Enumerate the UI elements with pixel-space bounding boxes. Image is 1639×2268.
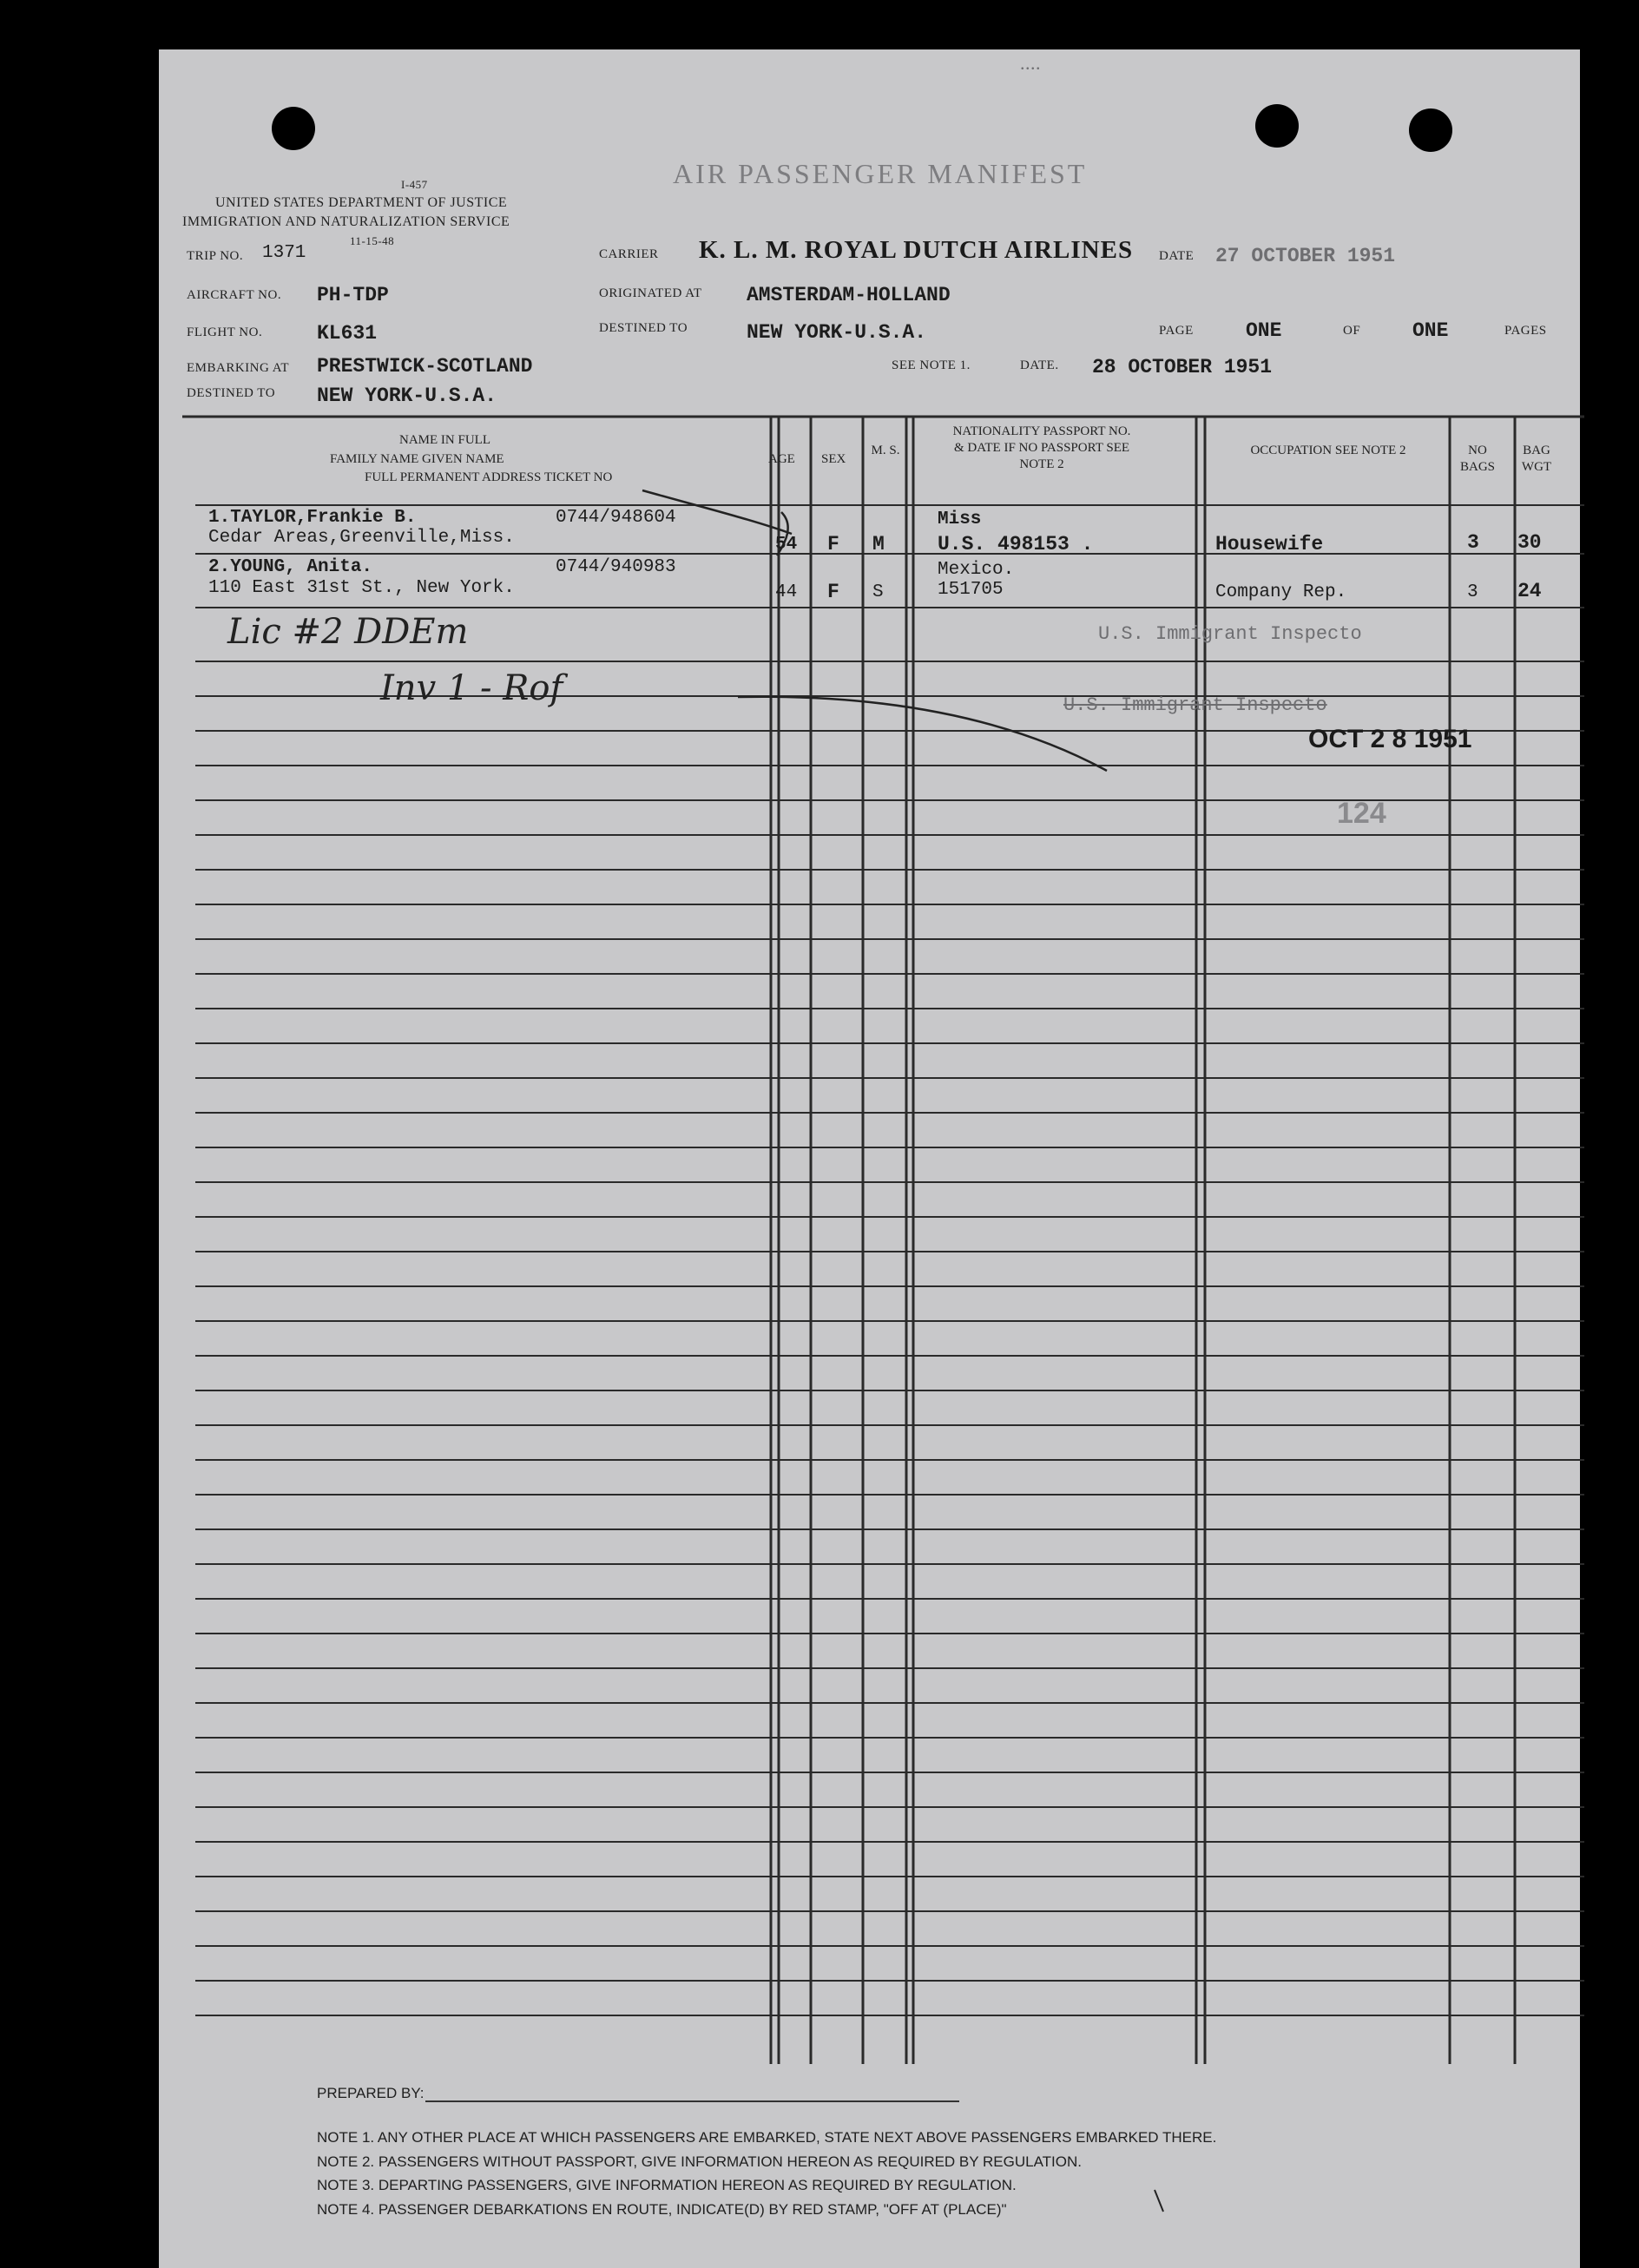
pen-stroke-3 [738,697,1107,771]
trip-label: TRIP NO. [187,249,244,263]
agency-line-2: IMMIGRATION AND NATURALIZATION SERVICE [182,214,510,229]
passenger-1-ms: M [872,533,885,555]
of-value: ONE [1412,319,1449,342]
page-value: ONE [1246,319,1282,342]
passenger-1-age: 54 [775,535,798,555]
embarking-value: PRESTWICK-SCOTLAND [317,355,533,378]
passenger-2-wgt: 24 [1517,580,1542,602]
originated-value: AMSTERDAM-HOLLAND [747,284,951,306]
of-label: OF [1343,324,1361,338]
trip-value: 1371 [262,243,306,263]
destined2-label: DESTINED TO [599,321,688,335]
col-ms: M. S. [871,444,900,457]
col-name-line1: NAME IN FULL [399,433,490,447]
note-2: NOTE 2. PASSENGERS WITHOUT PASSPORT, GIVE INFORMATION HEREON AS REQUIRED BY REGULATION. [317,2153,1083,2170]
passenger-2-ms: S [872,582,884,602]
manifest-title: AIR PASSENGER MANIFEST [673,158,1088,189]
date-label: DATE [1159,249,1195,263]
passenger-2-age: 44 [775,582,798,602]
col-name-line3: FULL PERMANENT ADDRESS TICKET NO [365,470,613,484]
agency-line-1: UNITED STATES DEPARTMENT OF JUSTICE [215,195,508,210]
passenger-2-bags: 3 [1467,582,1478,602]
passenger-2-occupation: Company Rep. [1215,582,1347,602]
passenger-1-wgt: 30 [1517,531,1542,554]
passenger-2-passport: 151705 [938,580,1004,600]
form-date-code: 11-15-48 [350,234,395,247]
col-age: AGE [768,452,795,466]
col-sex: SEX [821,452,846,466]
note-3: NOTE 3. DEPARTING PASSENGERS, GIVE INFORMATION HEREON AS REQUIRED BY REGULATION. [317,2177,1017,2193]
see-note-1: SEE NOTE 1. [892,358,971,372]
passenger-2-address: 110 East 31st St., New York. [208,578,515,598]
originated-label: ORIGINATED AT [599,286,702,300]
col-no-bags: NO BAGS [1460,444,1496,474]
aircraft-value: PH-TDP [317,284,389,306]
destined-value: NEW YORK-U.S.A. [317,385,497,407]
aircraft-label: AIRCRAFT NO. [187,288,282,302]
pen-stroke-4 [1155,2190,1163,2212]
flight-label: FLIGHT NO. [187,325,263,339]
destined-label: DESTINED TO [187,386,276,400]
date-stamp: OCT 2 8 1951 [1308,725,1472,753]
passenger-1-sex: F [827,533,839,555]
date2-label: DATE. [1020,358,1059,372]
passenger-2-nat-line1: Mexico. [938,560,1015,580]
date-value: 27 OCTOBER 1951 [1215,245,1396,267]
form-code: I-457 [401,178,428,191]
passenger-1-address: Cedar Areas,Greenville,Miss. [208,528,515,548]
col-bag-wgt: BAG WGT [1521,444,1552,474]
embarking-label: EMBARKING AT [187,361,290,375]
passenger-2-name: 2.YOUNG, Anita. [208,557,373,577]
col-occupation: OCCUPATION SEE NOTE 2 [1250,444,1406,457]
top-smudge: .... [1020,52,1041,74]
page-label: PAGE [1159,324,1194,338]
passenger-1-ticket: 0744/948604 [556,508,676,528]
handwritten-note-1: Lic #2 DDEm [227,612,469,652]
passenger-2-ticket: 0744/940983 [556,557,676,577]
passenger-1-passport: U.S. 498153 . [938,533,1094,555]
passenger-1-nat-line1: Miss [938,509,982,529]
carrier-value: K. L. M. ROYAL DUTCH AIRLINES [699,236,1134,264]
flight-value: KL631 [317,322,378,345]
carrier-label: CARRIER [599,247,659,261]
note-4: NOTE 4. PASSENGER DEBARKATIONS EN ROUTE, INDICATE(D) BY RED STAMP, "OFF AT (PLACE)" [317,2201,1007,2218]
prepared-by-line [425,2100,959,2102]
pages-label: PAGES [1504,324,1547,338]
inspector-stamp-2: U.S. Immigrant Inspecto [1063,694,1327,716]
note-1: NOTE 1. ANY OTHER PLACE AT WHICH PASSENGERS ARE EMBARKED, STATE NEXT ABOVE PASSENGERS EMBARKED THERE. [317,2129,1217,2146]
col-name-line2: FAMILY NAME GIVEN NAME [330,452,504,466]
date2-value: 28 OCTOBER 1951 [1092,356,1273,378]
prepared-by-label: PREPARED BY: [317,2085,425,2101]
stamp-number: 124 [1337,797,1386,830]
passenger-1-bags: 3 [1467,531,1479,554]
col-nationality: NATIONALITY PASSPORT NO. & DATE IF NO PASSPORT SEE NOTE 2 [952,424,1131,471]
destined2-value: NEW YORK-U.S.A. [747,321,927,344]
passenger-1-occupation: Housewife [1215,533,1324,555]
handwritten-note-2: Inv 1 - Rof [380,668,563,708]
inspector-stamp-1: U.S. Immigrant Inspecto [1098,623,1362,645]
passenger-2-sex: F [827,581,839,603]
passenger-1-name: 1.TAYLOR,Frankie B. [208,508,417,528]
